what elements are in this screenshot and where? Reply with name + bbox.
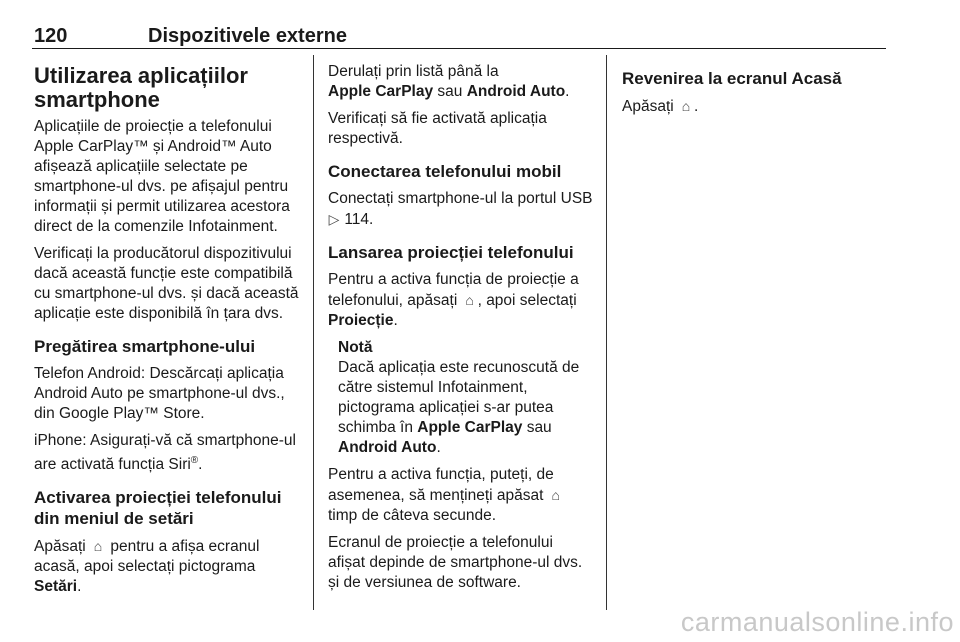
- paragraph-check-compatibility: Verificați la producătorul dispozitivului dacă această funcție este compatibilă cu smartphone-ul dvs. și dacă această aplicație este disponibilă în țara dvs.: [34, 245, 299, 322]
- paragraph-launch: Pentru a activa funcția de proiecție a telefonului, apăsați ⌂ , apoi selectați Proiecție.: [328, 271, 579, 329]
- subsection-title-launch: Lansarea proiecției telefonului: [328, 243, 574, 262]
- paragraph-projection-screen: Ecranul de proiecție a telefonului afișat depinde de smartphone-ul dvs. și de versiunea de software.: [328, 534, 583, 591]
- page-number: 120: [34, 25, 68, 47]
- note-title: Notă: [338, 339, 373, 356]
- paragraph-iphone: iPhone: Asigurați-vă că smartphone-ul are activată funcția Siri®.: [34, 432, 296, 474]
- arrow-ref-icon: ▷: [328, 211, 340, 227]
- home-icon: ⌂: [551, 487, 560, 503]
- subsection-title-activate: Activarea proiecției telefonului din meniul de setări: [34, 488, 282, 529]
- column-1: [34, 62, 300, 604]
- paragraph-return-home: Apăsați ⌂ .: [622, 98, 699, 115]
- paragraph-connect-usb: Conectați smartphone-ul la portul USB ▷ 114.: [328, 190, 593, 228]
- home-icon: ⌂: [93, 538, 103, 555]
- subsection-title-prepare: Pregătirea smartphone-ului: [34, 337, 256, 356]
- column-divider-2: [606, 55, 607, 610]
- paragraph-verify-app: Verificați să fie activată aplicația respectivă.: [328, 110, 547, 147]
- home-icon: ⌂: [681, 98, 691, 114]
- subsection-title-connect: Conectarea telefonului mobil: [328, 162, 562, 181]
- page-header-title: Dispozitivele externe: [148, 25, 347, 47]
- column-divider-1: [313, 55, 314, 610]
- paragraph-android: Telefon Android: Descărcați aplicația Android Auto pe smartphone-ul dvs., din Google Play™ Store.: [34, 365, 285, 422]
- watermark: carmanualsonline.info: [680, 607, 954, 637]
- note-block: Notă Dacă aplicația este recunoscută de către sistemul Infotainment, pictograma aplicației s-ar putea schimba în Apple CarPlay sau Android Auto.: [328, 338, 594, 458]
- page-header: [32, 24, 886, 49]
- paragraph-hold-home: Pentru a activa funcția, puteți, de asemenea, să mențineți apăsat ⌂ timp de câteva secunde.: [328, 465, 594, 526]
- section-title-smartphone-apps: Utilizarea aplicațiilor smartphone: [34, 63, 248, 112]
- paragraph-press-home: Apăsați ⌂ pentru a afișa ecranul acasă, apoi selectați pictograma Setări.: [34, 538, 260, 596]
- column-2: [328, 62, 594, 600]
- paragraph-intro: Aplicațiile de proiecție a telefonului Apple CarPlay™ și Android™ Auto afișează aplicațiile selectate pe smartphone-ul dvs. pe afișajul pentru informații și permit utilizarea acestora direct de la comenzile Infotainment.: [34, 118, 290, 235]
- home-icon: ⌂: [465, 292, 474, 308]
- column-3: [622, 62, 884, 124]
- paragraph-scroll-list: Derulați prin listă până la Apple CarPlay sau Android Auto.: [328, 63, 570, 100]
- subsection-title-home: Revenirea la ecranul Acasă: [622, 69, 842, 88]
